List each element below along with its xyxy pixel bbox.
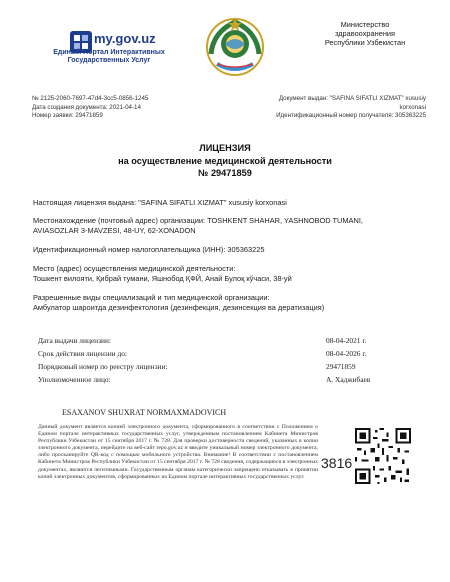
specializations-field: Разрешенные виды специализаций и тип медицинской организации: Амбулатор шароитда дезинфектология (дезинфекция, дезинсекция ва дератизация)	[33, 293, 325, 312]
activity-place-field: Место (адрес) осуществления медицинской деятельности: Тошкент вилояти, Қибрай тумани, Яшнобод ҚФЙ, Анай Булоқ кўчаси, 38-уй	[33, 264, 292, 283]
title-line2: на осуществление медицинской деятельности	[118, 155, 332, 166]
qr-code-icon	[355, 428, 411, 484]
issued-to-field: Настоящая лицензия выдана: "SAFINA SIFATLI XIZMAT" xususiy korxonasi	[33, 198, 287, 207]
detail-value: 29471859	[326, 362, 356, 371]
document-id: № 2125-2060-7697-47d4-3cc5-0856-1245	[32, 95, 149, 102]
ministry-name: Министерство здравоохранения Республики Узбекистан	[324, 20, 406, 47]
signer-name: ESAXANOV SHUXRAT NORMAXMADOVICH	[62, 408, 227, 417]
legal-notice: Данный документ является копией электронного документа, сформированного в соответствии с Положением о Едином портале интерактивных государственных услуг, утвержденным постановлением Кабинета Министров Республики Узбекистан от 15 сентября 2017 г. № 728. Для проверки достоверности сведений, указанных в копии электронного документа, перейдите на веб-сайт repo.gov.uz и введите уникальный номер электронного документа, либо просканируйте QR-код с помощью мобильного устройства. Внимание! В соответствии с постановлением Кабинета Министров Республики Узбекистан от 15 сентября 2017 г. № 728 сведения, содержащиеся в электронных документах, являются легитимными. Государственным органам категорически запрещено отказывать в принятии копий электронных документов, сформированных на Едином портале интерактивных государственных услуг.	[38, 424, 318, 480]
detail-label: Дата выдачи лицензии:	[38, 336, 112, 345]
detail-label: Порядковый номер по реестру лицензии:	[38, 362, 168, 371]
portal-logo-text: my.gov.uz	[94, 31, 156, 46]
document-code: 3816	[321, 455, 353, 471]
document-meta	[32, 95, 148, 121]
license-number: № 29471859	[198, 168, 252, 178]
detail-label: Уполномоченное лицо:	[38, 375, 111, 384]
detail-value: 08-04-2026 г.	[326, 349, 367, 358]
inn-field: Идентификационный номер налогоплательщика (ИНН): 305363225	[33, 245, 265, 254]
detail-label: Срок действия лицензии до:	[38, 349, 127, 358]
detail-value: А. Хаджибаев	[326, 375, 371, 384]
license-title	[0, 142, 450, 180]
recipient-id: Идентификационный номер получателя: 305363225	[276, 112, 426, 119]
title-line1: ЛИЦЕНЗИЯ	[199, 143, 251, 153]
recipient-meta	[218, 95, 426, 121]
request-number: Номер заявки: 29471859	[32, 112, 103, 119]
issued-to-line1: Документ выдан: "SAFINA SIFATLI XIZMAT" xususiy	[278, 95, 426, 102]
state-emblem-icon	[203, 14, 267, 78]
issued-to-line2: korxonasi	[399, 103, 426, 111]
address-field: Местонахождение (почтовый адрес) организации: TOSHKENT SHAHAR, YASHNOBOD TUMANI, AVIASOZLAR 3-MAVZESI, 48-UY, 62-XONADON	[33, 216, 363, 235]
detail-value: 08-04-2021 г.	[326, 336, 367, 345]
creation-date: Дата создания документа: 2021-04-14	[32, 103, 141, 111]
portal-name: Единый Портал Интерактивных Государственных Услуг	[53, 49, 165, 64]
